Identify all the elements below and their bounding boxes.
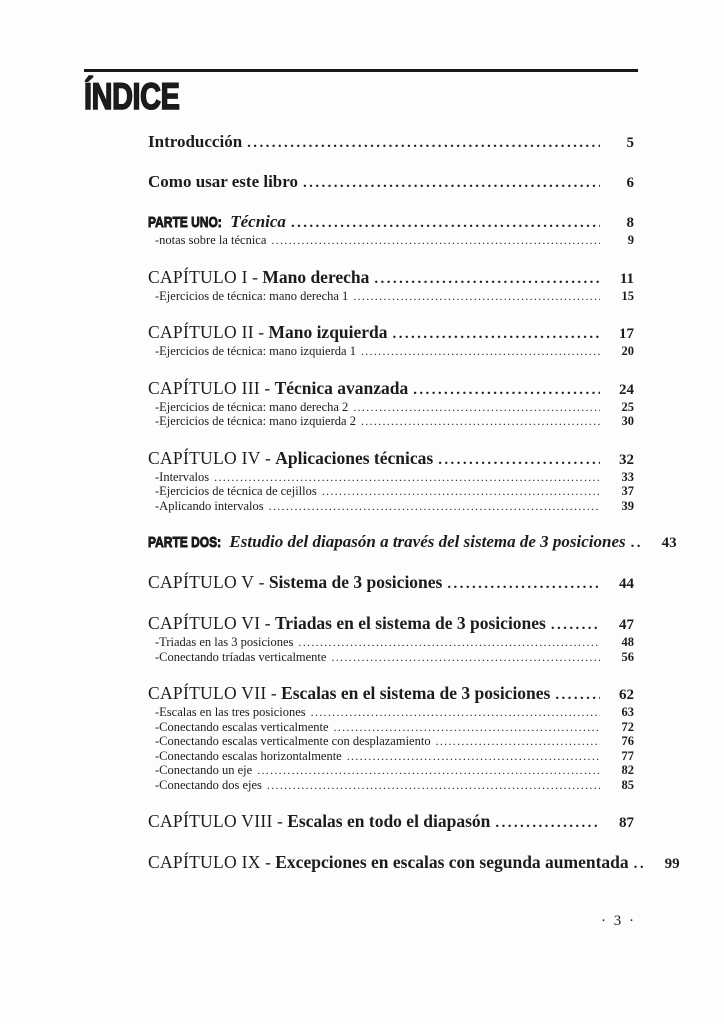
toc-entry-label: Como usar este libro xyxy=(148,172,299,191)
toc-page-number: 76 xyxy=(621,734,634,748)
toc-page-number: 82 xyxy=(621,763,634,777)
toc-chapter-separator: - xyxy=(253,322,269,342)
toc-page-number: 9 xyxy=(627,233,634,247)
dotted-leader xyxy=(353,400,600,415)
toc-entry-sub xyxy=(148,233,634,248)
dotted-leader xyxy=(634,852,646,874)
dotted-leader xyxy=(334,720,600,735)
dotted-leader xyxy=(311,705,600,720)
toc-section xyxy=(148,322,634,359)
toc-page-number: 24 xyxy=(619,381,634,398)
toc-chapter-number: CAPÍTULO VI xyxy=(148,613,261,633)
dotted-leader xyxy=(331,650,600,665)
toc-page-number: 44 xyxy=(619,576,634,592)
dotted-leader xyxy=(247,132,600,153)
toc-section xyxy=(148,378,634,429)
toc-page-number: 17 xyxy=(619,326,634,342)
toc-entry-sub xyxy=(148,414,634,429)
toc-chapter-title: Escalas en todo el diapasón xyxy=(287,811,491,831)
dotted-leader xyxy=(361,344,600,359)
toc-chapter-separator: - xyxy=(254,572,269,592)
toc-entry-label: -notas sobre la técnica xyxy=(155,233,267,247)
dotted-leader xyxy=(393,322,600,344)
toc-entry-part xyxy=(148,532,677,553)
toc-part-title: Técnica xyxy=(230,212,286,231)
toc-entry-label: -Conectando dos ejes xyxy=(155,777,262,792)
toc-entry-label xyxy=(148,322,388,342)
toc-chapter-number: CAPÍTULO I xyxy=(148,266,248,287)
toc-entry-label xyxy=(148,532,626,553)
horizontal-rule xyxy=(84,69,638,72)
toc-chapter-number: CAPÍTULO IX xyxy=(148,852,261,872)
toc-section xyxy=(148,532,677,553)
toc-entry-label: -Conectando escalas verticalmente xyxy=(155,719,329,734)
toc-page-number: 72 xyxy=(621,719,634,734)
toc-entry-label: -Ejercicios de técnica: mano derecha 1 xyxy=(155,288,349,303)
toc-entry-label: Introducción xyxy=(148,132,243,151)
toc-section xyxy=(148,267,634,304)
dotted-leader xyxy=(322,484,600,499)
toc-entry-label: -Conectando escalas verticalmente con desplazamiento xyxy=(155,734,431,748)
toc-entry-chapter xyxy=(148,448,634,470)
toc-entry-sub xyxy=(148,289,634,304)
toc-page-number: 77 xyxy=(621,748,634,763)
toc-chapter-title: Triadas en el sistema de 3 posiciones xyxy=(274,613,546,633)
toc-entry-chapter xyxy=(148,683,634,705)
toc-entry-label: -Conectando un eje xyxy=(155,763,253,777)
toc-part-prefix: PARTE DOS: xyxy=(148,534,222,551)
toc-entry-chapter xyxy=(148,322,634,344)
footer-page-number: · 3 · xyxy=(601,913,636,929)
toc-chapter-separator: - xyxy=(260,613,275,633)
toc-entry-label: -Conectando escalas horizontalmente xyxy=(155,748,342,763)
toc-chapter-title: Sistema de 3 posiciones xyxy=(268,572,443,592)
toc-chapter-title: Aplicaciones técnicas xyxy=(275,447,434,468)
toc-entry-sub xyxy=(148,635,634,650)
toc-entry-sub xyxy=(148,650,634,665)
toc-chapter-separator: - xyxy=(247,266,263,287)
toc-chapter-title: Excepciones en escalas con segunda aumentada xyxy=(275,852,629,872)
toc-entry-sub xyxy=(148,734,634,749)
toc-section xyxy=(148,613,634,664)
page-title: ÍNDICE xyxy=(84,76,180,117)
toc-page-number: 37 xyxy=(621,484,634,498)
toc-entry-sub xyxy=(148,763,634,778)
toc-page-number: 43 xyxy=(661,535,677,551)
toc-entry-chapter xyxy=(148,811,634,833)
toc-chapter-separator: - xyxy=(272,811,288,831)
toc-entry-label: -Intervalos xyxy=(155,469,210,484)
toc-entry-label xyxy=(148,811,490,831)
toc-entry-label xyxy=(148,852,629,872)
toc-entry-label: -Ejercicios de técnica: mano izquierda 2 xyxy=(155,414,356,428)
toc-entry-sub xyxy=(148,400,634,415)
toc-page-number: 8 xyxy=(626,215,634,231)
toc-chapter-separator: - xyxy=(266,683,282,703)
toc-chapter-separator: - xyxy=(260,852,276,872)
toc-entry-label: -Ejercicios de técnica: mano izquierda 1 xyxy=(155,344,356,358)
toc-page-number: 63 xyxy=(621,705,634,719)
toc-page-number: 5 xyxy=(626,135,634,151)
toc-entry-label xyxy=(148,378,408,398)
toc-part-title: Estudio del diapasón a través del sistema de 3 posiciones xyxy=(229,532,626,551)
toc-chapter-number: CAPÍTULO IV xyxy=(148,447,261,468)
toc-page-number: 99 xyxy=(664,856,680,872)
dotted-leader xyxy=(257,763,600,778)
dotted-leader xyxy=(271,233,600,248)
toc-chapter-number: CAPÍTULO II xyxy=(148,322,254,342)
dotted-leader xyxy=(267,778,600,793)
toc-chapter-title: Mano izquierda xyxy=(268,322,388,342)
toc-section xyxy=(148,172,634,193)
toc-entry-front xyxy=(148,132,634,153)
toc-page-number: 87 xyxy=(619,815,634,831)
toc-entry-label: -Conectando tríadas verticalmente xyxy=(155,649,327,664)
toc-entry-sub xyxy=(148,470,634,485)
toc-entry-sub xyxy=(148,749,634,764)
toc-entry-chapter xyxy=(148,852,680,874)
toc-page-number: 48 xyxy=(621,635,634,649)
toc-entry-label xyxy=(148,613,546,633)
dotted-leader xyxy=(347,749,600,764)
toc-entry-sub xyxy=(148,705,634,720)
toc-page-number: 20 xyxy=(621,344,634,358)
dotted-leader xyxy=(436,734,600,749)
toc-section xyxy=(148,448,634,514)
dotted-leader xyxy=(555,683,600,705)
toc-part-prefix: PARTE UNO: xyxy=(148,214,222,231)
toc-entry-chapter xyxy=(148,572,634,594)
toc-chapter-title: Escalas en el sistema de 3 posiciones xyxy=(281,683,551,703)
toc-chapter-number: CAPÍTULO VII xyxy=(148,683,267,703)
dotted-leader xyxy=(269,499,600,514)
toc-page-number: 33 xyxy=(621,469,634,484)
toc-section xyxy=(148,212,634,248)
dotted-leader xyxy=(374,267,600,289)
toc-entry-label xyxy=(148,267,369,287)
toc-chapter-title: Mano derecha xyxy=(262,266,370,287)
toc-page-number: 11 xyxy=(619,270,634,287)
toc-entry-label xyxy=(148,448,433,468)
toc-chapter-number: CAPÍTULO III xyxy=(148,377,260,398)
toc-entry-chapter xyxy=(148,267,634,289)
dotted-leader xyxy=(413,378,600,400)
toc-entry-label: -Triadas en las 3 posiciones xyxy=(155,635,294,649)
dotted-leader xyxy=(631,532,643,553)
toc-section xyxy=(148,811,634,833)
toc-chapter-separator: - xyxy=(260,447,276,468)
toc-chapter-number: CAPÍTULO V xyxy=(148,572,255,592)
dotted-leader xyxy=(291,212,600,233)
toc-page-number: 62 xyxy=(619,687,634,703)
dotted-leader xyxy=(438,448,600,470)
toc-entry-sub xyxy=(148,499,634,514)
toc-section xyxy=(148,683,634,792)
dotted-leader xyxy=(214,470,600,485)
toc-entry-front xyxy=(148,172,634,193)
toc-entry-label xyxy=(148,212,286,233)
toc-page-number: 85 xyxy=(621,777,634,792)
toc-entry-label: -Ejercicios de técnica: mano derecha 2 xyxy=(155,399,349,414)
dotted-leader xyxy=(361,414,600,429)
toc-entry-chapter xyxy=(148,613,634,635)
toc-page-number: 56 xyxy=(621,649,634,664)
toc-chapter-title: Técnica avanzada xyxy=(274,377,409,398)
toc-page-number: 47 xyxy=(619,617,634,633)
dotted-leader xyxy=(353,289,600,304)
toc-page-number: 32 xyxy=(619,451,634,468)
toc-entry-label xyxy=(148,572,442,592)
toc-entry-label: -Aplicando intervalos xyxy=(155,498,264,513)
toc-entry-label: -Escalas en las tres posiciones xyxy=(155,705,306,719)
toc-page-number: 15 xyxy=(621,288,634,303)
toc-section xyxy=(148,572,634,594)
toc-page-number: 6 xyxy=(626,175,634,191)
toc-entry-part xyxy=(148,212,634,233)
toc-chapter-separator: - xyxy=(259,377,275,398)
toc-entry-label: -Ejercicios de técnica de cejillos xyxy=(155,484,317,498)
toc xyxy=(148,132,680,893)
dotted-leader xyxy=(495,811,600,833)
toc-section xyxy=(148,132,634,153)
toc-entry-label xyxy=(148,683,550,703)
toc-page-number: 30 xyxy=(621,414,634,428)
toc-entry-sub xyxy=(148,344,634,359)
dotted-leader xyxy=(298,635,600,650)
toc-page-number: 25 xyxy=(621,399,634,414)
toc-chapter-number: CAPÍTULO VIII xyxy=(148,811,273,831)
dotted-leader xyxy=(551,613,600,635)
toc-entry-chapter xyxy=(148,378,634,400)
toc-entry-sub xyxy=(148,778,634,793)
toc-page-number: 39 xyxy=(621,498,634,513)
toc-section xyxy=(148,852,680,874)
dotted-leader xyxy=(303,172,600,193)
toc-entry-sub xyxy=(148,720,634,735)
toc-entry-sub xyxy=(148,484,634,499)
dotted-leader xyxy=(447,572,600,594)
